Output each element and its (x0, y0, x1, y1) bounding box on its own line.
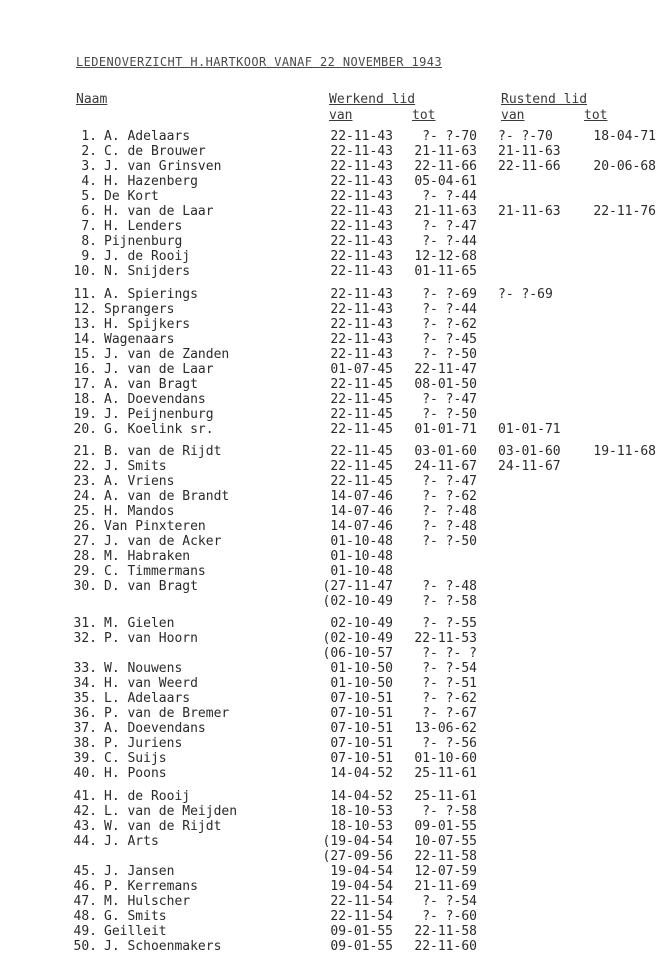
table-row (0, 474, 668, 489)
member-number: 34. (73, 676, 97, 691)
member-number: 2. (81, 144, 97, 159)
header-active-from: van (329, 108, 353, 123)
retired-from-date: 03-01-60 (498, 444, 561, 459)
active-to-date: 10-07-55 (414, 834, 477, 849)
active-from-date: 07-10-51 (330, 751, 393, 766)
table-row (0, 332, 668, 347)
table-row (0, 407, 668, 422)
member-name: Van Pinxteren (104, 519, 206, 534)
header-retired-member: Rustend lid (501, 92, 588, 107)
active-from-date: 01-10-48 (330, 534, 393, 549)
table-row (0, 504, 668, 519)
member-name: J. Schoenmakers (104, 939, 222, 954)
retired-from-date: 21-11-63 (498, 144, 561, 159)
active-to-date: 12-12-68 (414, 249, 477, 264)
member-number: 33. (73, 661, 97, 676)
active-to-date: 21-11-69 (414, 879, 477, 894)
member-number: 29. (73, 564, 97, 579)
member-name: N. Snijders (104, 264, 191, 279)
member-number: 8. (81, 234, 97, 249)
active-to-date: 25-11-61 (414, 789, 477, 804)
active-to-date: ?- ?-67 (422, 706, 477, 721)
table-row (0, 691, 668, 706)
active-to-date: ?- ?-60 (422, 909, 477, 924)
active-to-date: 22-11-58 (414, 924, 477, 939)
active-from-date: 22-11-45 (330, 377, 393, 392)
active-from-date: 22-11-43 (330, 234, 393, 249)
member-number: 17. (73, 377, 97, 392)
member-name: P. Juriens (104, 736, 183, 751)
active-to-date: ?- ?-62 (422, 317, 477, 332)
active-to-date: ?- ?-70 (422, 129, 477, 144)
member-number: 46. (73, 879, 97, 894)
member-name: H. Lenders (104, 219, 183, 234)
member-number: 16. (73, 362, 97, 377)
active-to-date: ?- ?-62 (422, 489, 477, 504)
member-number: 31. (73, 616, 97, 631)
member-number: 1. (81, 129, 97, 144)
member-number: 28. (73, 549, 97, 564)
active-from-date: 14-07-46 (330, 489, 393, 504)
active-from-date: 09-01-55 (330, 939, 393, 954)
header-retired-to: tot (584, 108, 608, 123)
active-to-date: ?- ?-47 (422, 219, 477, 234)
active-to-date: 22-11-58 (414, 849, 477, 864)
member-number: 13. (73, 317, 97, 332)
member-number: 3. (81, 159, 97, 174)
member-name: J. Smits (104, 459, 167, 474)
active-to-date: ?- ?- ? (422, 646, 477, 661)
active-to-date: ?- ?-48 (422, 519, 477, 534)
table-row (0, 264, 668, 279)
member-number: 18. (73, 392, 97, 407)
table-row (0, 909, 668, 924)
member-number: 50. (73, 939, 97, 954)
member-number: 49. (73, 924, 97, 939)
active-to-date: ?- ?-47 (422, 474, 477, 489)
member-name: J. Jansen (104, 864, 175, 879)
active-to-date: ?- ?-44 (422, 302, 477, 317)
active-to-date: 25-11-61 (414, 766, 477, 781)
active-to-date: 12-07-59 (414, 864, 477, 879)
active-from-date: 02-10-49 (330, 616, 393, 631)
active-to-date: ?- ?-58 (422, 804, 477, 819)
member-number: 12. (73, 302, 97, 317)
member-number: 19. (73, 407, 97, 422)
member-name: W. Nouwens (104, 661, 183, 676)
active-from-date: 01-10-50 (330, 676, 393, 691)
table-row (0, 519, 668, 534)
active-to-date: ?- ?-56 (422, 736, 477, 751)
active-from-date: (02-10-49 (322, 631, 393, 646)
active-from-date: 19-04-54 (330, 879, 393, 894)
member-number: 15. (73, 347, 97, 362)
member-name: Sprangers (104, 302, 175, 317)
table-row (0, 789, 668, 804)
active-from-date: 14-04-52 (330, 789, 393, 804)
active-from-date: (02-10-49 (322, 594, 393, 609)
table-row (0, 189, 668, 204)
active-from-date: 22-11-43 (330, 264, 393, 279)
member-number: 48. (73, 909, 97, 924)
member-number: 10. (73, 264, 97, 279)
table-row (0, 849, 668, 864)
active-from-date: 07-10-51 (330, 721, 393, 736)
member-number: 47. (73, 894, 97, 909)
active-to-date: ?- ?-48 (422, 504, 477, 519)
active-to-date: ?- ?-58 (422, 594, 477, 609)
active-to-date: ?- ?-47 (422, 392, 477, 407)
active-to-date: ?- ?-45 (422, 332, 477, 347)
table-row (0, 459, 668, 474)
member-name: C. Timmermans (104, 564, 206, 579)
active-to-date: 01-11-65 (414, 264, 477, 279)
member-name: L. Adelaars (104, 691, 191, 706)
member-number: 23. (73, 474, 97, 489)
active-to-date: ?- ?-44 (422, 234, 477, 249)
active-from-date: 22-11-43 (330, 332, 393, 347)
retired-from-date: 21-11-63 (498, 204, 561, 219)
active-to-date: ?- ?-50 (422, 534, 477, 549)
member-number: 39. (73, 751, 97, 766)
member-name: J. Arts (104, 834, 159, 849)
active-to-date: 08-01-50 (414, 377, 477, 392)
member-name: G. Koelink sr. (104, 422, 214, 437)
member-name: H. Poons (104, 766, 167, 781)
member-number: 24. (73, 489, 97, 504)
active-from-date: 01-07-45 (330, 362, 393, 377)
active-to-date: 01-01-71 (414, 422, 477, 437)
member-number: 5. (81, 189, 97, 204)
table-row (0, 129, 668, 144)
member-name: A. Doevendans (104, 392, 206, 407)
active-to-date: 05-04-61 (414, 174, 477, 189)
member-name: C. Suijs (104, 751, 167, 766)
table-row (0, 317, 668, 332)
active-from-date: 22-11-45 (330, 422, 393, 437)
active-to-date: ?- ?-44 (422, 189, 477, 204)
member-name: D. van Bragt (104, 579, 198, 594)
table-row (0, 219, 668, 234)
member-name: A. van Bragt (104, 377, 198, 392)
active-from-date: 07-10-51 (330, 736, 393, 751)
active-from-date: 22-11-43 (330, 174, 393, 189)
retired-to-date: 18-04-71 (593, 129, 656, 144)
member-name: Wagenaars (104, 332, 175, 347)
member-name: B. van de Rijdt (104, 444, 222, 459)
active-from-date: 07-10-51 (330, 706, 393, 721)
active-from-date: 22-11-45 (330, 407, 393, 422)
table-row (0, 564, 668, 579)
member-name: A. Doevendans (104, 721, 206, 736)
member-name: Geilleit (104, 924, 167, 939)
member-name: H. van Weerd (104, 676, 198, 691)
member-name: P. Kerremans (104, 879, 198, 894)
table-row (0, 362, 668, 377)
header-retired-from: van (501, 108, 525, 123)
member-name: J. de Rooij (104, 249, 191, 264)
member-name: H. Mandos (104, 504, 175, 519)
active-to-date: ?- ?-50 (422, 347, 477, 362)
member-number: 30. (73, 579, 97, 594)
retired-from-date: ?- ?-70 (498, 129, 553, 144)
table-row (0, 204, 668, 219)
table-row (0, 879, 668, 894)
active-from-date: (19-04-54 (322, 834, 393, 849)
active-to-date: ?- ?-54 (422, 894, 477, 909)
table-row (0, 392, 668, 407)
table-row (0, 736, 668, 751)
member-name: J. Peijnenburg (104, 407, 214, 422)
table-row (0, 144, 668, 159)
table-row (0, 534, 668, 549)
member-number: 14. (73, 332, 97, 347)
active-from-date: 22-11-43 (330, 249, 393, 264)
active-from-date: 18-10-53 (330, 819, 393, 834)
retired-from-date: 24-11-67 (498, 459, 561, 474)
active-from-date: 22-11-43 (330, 219, 393, 234)
table-row (0, 721, 668, 736)
table-row (0, 939, 668, 954)
table-row (0, 924, 668, 939)
active-to-date: ?- ?-62 (422, 691, 477, 706)
member-number: 45. (73, 864, 97, 879)
active-from-date: (27-11-47 (322, 579, 393, 594)
table-row (0, 444, 668, 459)
table-row (0, 751, 668, 766)
member-name: H. Hazenberg (104, 174, 198, 189)
active-to-date: 03-01-60 (414, 444, 477, 459)
active-from-date: 19-04-54 (330, 864, 393, 879)
active-from-date: 22-11-45 (330, 392, 393, 407)
retired-from-date: 01-01-71 (498, 422, 561, 437)
active-to-date: 22-11-47 (414, 362, 477, 377)
table-row (0, 594, 668, 609)
member-name: De Kort (104, 189, 159, 204)
active-from-date: 09-01-55 (330, 924, 393, 939)
active-to-date: 24-11-67 (414, 459, 477, 474)
member-number: 38. (73, 736, 97, 751)
table-row (0, 646, 668, 661)
active-to-date: 21-11-63 (414, 204, 477, 219)
active-to-date: 22-11-53 (414, 631, 477, 646)
member-name: W. van de Rijdt (104, 819, 222, 834)
table-row (0, 302, 668, 317)
table-row (0, 489, 668, 504)
member-name: M. Gielen (104, 616, 175, 631)
member-number: 22. (73, 459, 97, 474)
member-number: 36. (73, 706, 97, 721)
member-number: 42. (73, 804, 97, 819)
active-to-date: ?- ?-48 (422, 579, 477, 594)
header-active-member: Werkend lid (329, 92, 416, 107)
active-from-date: 18-10-53 (330, 804, 393, 819)
member-number: 25. (73, 504, 97, 519)
active-to-date: ?- ?-55 (422, 616, 477, 631)
table-row (0, 234, 668, 249)
active-to-date: 01-10-60 (414, 751, 477, 766)
member-number: 20. (73, 422, 97, 437)
member-number: 40. (73, 766, 97, 781)
active-from-date: 22-11-43 (330, 159, 393, 174)
active-from-date: 22-11-43 (330, 302, 393, 317)
member-name: P. van Hoorn (104, 631, 198, 646)
active-from-date: 14-07-46 (330, 519, 393, 534)
active-to-date: 21-11-63 (414, 144, 477, 159)
active-to-date: 22-11-60 (414, 939, 477, 954)
active-from-date: 22-11-43 (330, 144, 393, 159)
active-from-date: 01-10-48 (330, 549, 393, 564)
member-name: Pijnenburg (104, 234, 183, 249)
active-from-date: 01-10-50 (330, 661, 393, 676)
active-from-date: 01-10-48 (330, 564, 393, 579)
active-to-date: 13-06-62 (414, 721, 477, 736)
member-name: A. Adelaars (104, 129, 191, 144)
member-number: 35. (73, 691, 97, 706)
table-row (0, 631, 668, 646)
member-name: H. de Rooij (104, 789, 191, 804)
table-row (0, 676, 668, 691)
active-from-date: 22-11-45 (330, 459, 393, 474)
member-number: 7. (81, 219, 97, 234)
active-from-date: (27-09-56 (322, 849, 393, 864)
active-from-date: 22-11-54 (330, 894, 393, 909)
active-from-date: 22-11-45 (330, 474, 393, 489)
table-row (0, 834, 668, 849)
table-row (0, 549, 668, 564)
member-name: J. van de Laar (104, 362, 214, 377)
member-number: 32. (73, 631, 97, 646)
member-name: L. van de Meijden (104, 804, 238, 819)
header-name: Naam (76, 92, 108, 107)
member-name: J. van de Zanden (104, 347, 230, 362)
table-row (0, 706, 668, 721)
member-number: 43. (73, 819, 97, 834)
member-number: 44. (73, 834, 97, 849)
retired-from-date: ?- ?-69 (498, 287, 553, 302)
active-from-date: 07-10-51 (330, 691, 393, 706)
member-name: H. van de Laar (104, 204, 214, 219)
member-number: 11. (73, 287, 97, 302)
member-name: M. Hulscher (104, 894, 191, 909)
retired-from-date: 22-11-66 (498, 159, 561, 174)
member-name: H. Spijkers (104, 317, 191, 332)
active-from-date: 22-11-43 (330, 129, 393, 144)
table-row (0, 174, 668, 189)
member-number: 6. (81, 204, 97, 219)
active-from-date: 22-11-45 (330, 444, 393, 459)
table-row (0, 894, 668, 909)
member-name: A. Vriens (104, 474, 175, 489)
active-from-date: 22-11-43 (330, 189, 393, 204)
active-from-date: (06-10-57 (322, 646, 393, 661)
table-row (0, 287, 668, 302)
active-from-date: 22-11-43 (330, 347, 393, 362)
member-number: 27. (73, 534, 97, 549)
retired-to-date: 19-11-68 (593, 444, 656, 459)
table-row (0, 422, 668, 437)
table-row (0, 661, 668, 676)
member-name: C. de Brouwer (104, 144, 206, 159)
member-number: 9. (81, 249, 97, 264)
active-to-date: 09-01-55 (414, 819, 477, 834)
active-from-date: 22-11-43 (330, 204, 393, 219)
member-number: 41. (73, 789, 97, 804)
active-from-date: 22-11-43 (330, 317, 393, 332)
table-row (0, 159, 668, 174)
table-row (0, 377, 668, 392)
active-to-date: ?- ?-51 (422, 676, 477, 691)
retired-to-date: 20-06-68 (593, 159, 656, 174)
table-row (0, 766, 668, 781)
member-name: A. van de Brandt (104, 489, 230, 504)
member-number: 37. (73, 721, 97, 736)
active-from-date: 14-04-52 (330, 766, 393, 781)
active-to-date: ?- ?-54 (422, 661, 477, 676)
active-to-date: 22-11-66 (414, 159, 477, 174)
member-name: J. van Grinsven (104, 159, 222, 174)
member-name: P. van de Bremer (104, 706, 230, 721)
active-to-date: ?- ?-69 (422, 287, 477, 302)
member-name: G. Smits (104, 909, 167, 924)
table-row (0, 347, 668, 362)
table-row (0, 616, 668, 631)
retired-to-date: 22-11-76 (593, 204, 656, 219)
member-number: 4. (81, 174, 97, 189)
active-from-date: 22-11-54 (330, 909, 393, 924)
table-row (0, 579, 668, 594)
header-active-to: tot (412, 108, 436, 123)
table-row (0, 819, 668, 834)
active-from-date: 14-07-46 (330, 504, 393, 519)
active-from-date: 22-11-43 (330, 287, 393, 302)
member-name: J. van de Acker (104, 534, 222, 549)
table-row (0, 864, 668, 879)
active-to-date: ?- ?-50 (422, 407, 477, 422)
document-title: LEDENOVERZICHT H.HARTKOOR VANAF 22 NOVEMBER 1943 (76, 55, 442, 69)
table-row (0, 249, 668, 264)
table-row (0, 804, 668, 819)
member-name: A. Spierings (104, 287, 198, 302)
member-name: M. Habraken (104, 549, 191, 564)
member-number: 21. (73, 444, 97, 459)
member-number: 26. (73, 519, 97, 534)
